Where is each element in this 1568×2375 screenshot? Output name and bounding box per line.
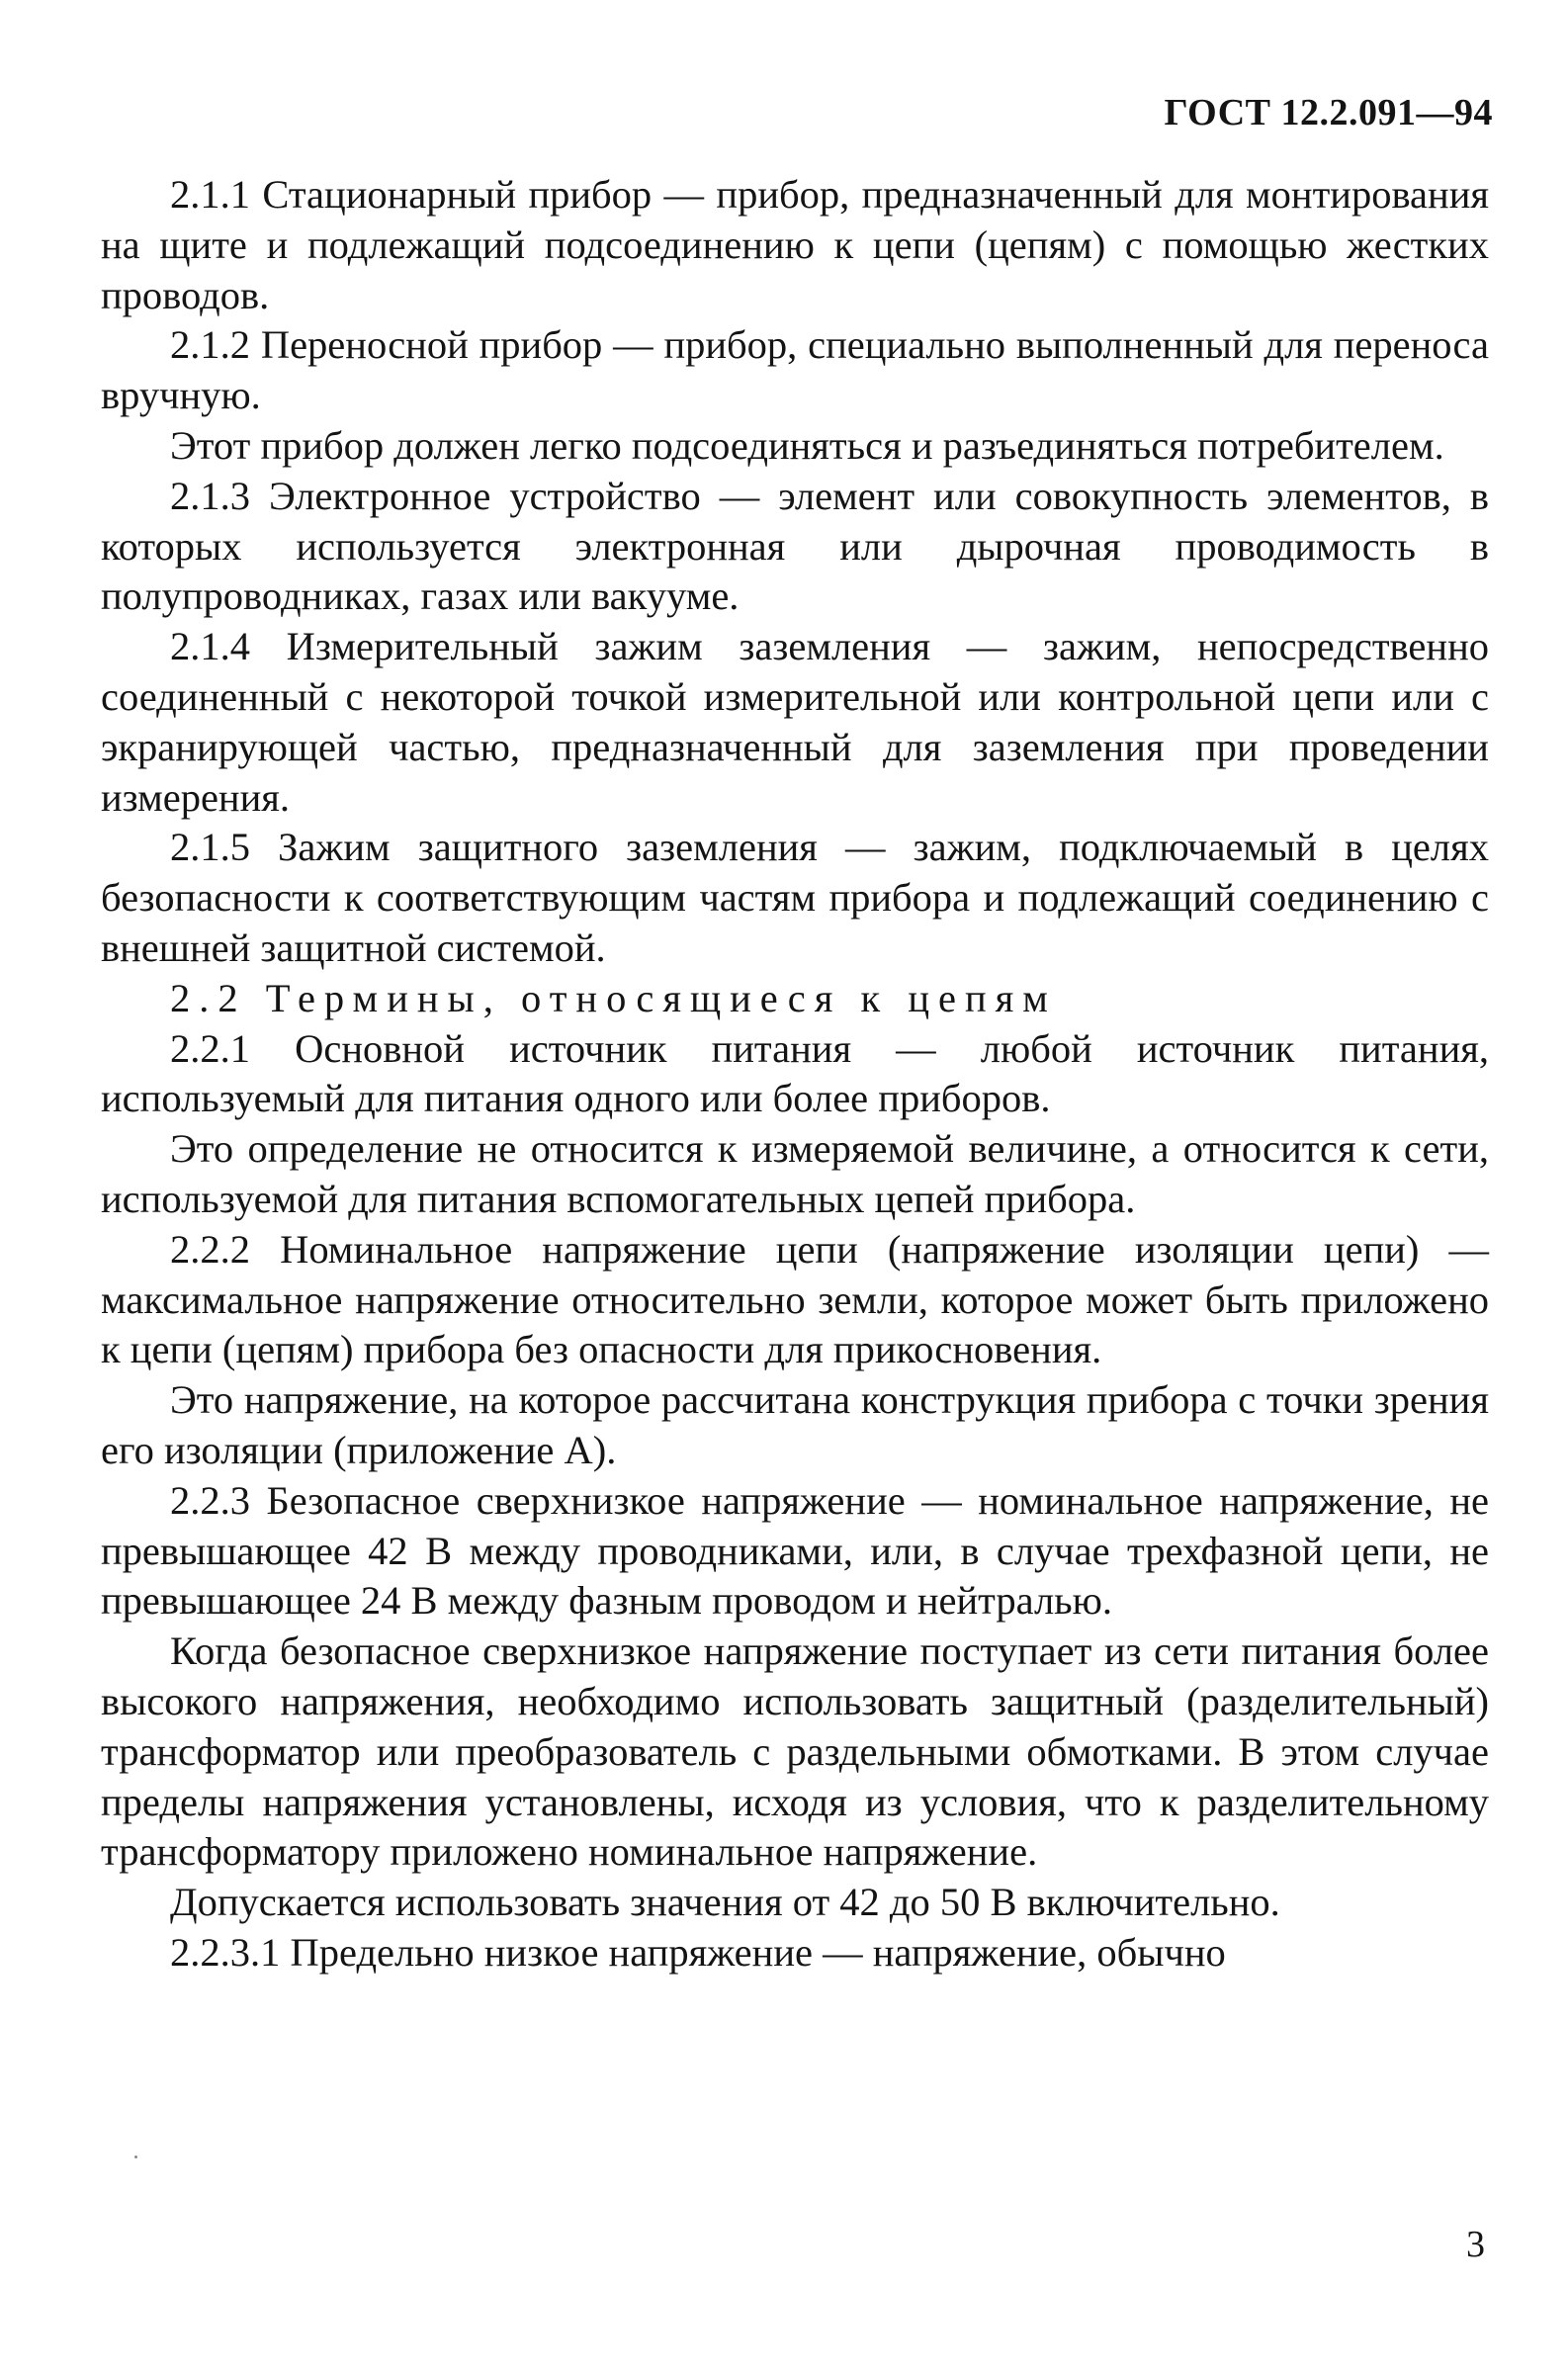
paragraph-2-1-3: 2.1.3 Электронное устройство — элемент или совокупность элементов, в которых используется электронная или дырочная проводимость в полупроводниках, газах или вакууме. (101, 473, 1489, 619)
paragraph-2-2-3-1: 2.2.3.1 Предельно низкое напряжение — напряжение, обычно (170, 1929, 1226, 1975)
paragraph-2-2-3-allowance: Допускается использовать значения от 42 до 50 В включительно. (170, 1880, 1280, 1925)
paragraph-2-1-2: 2.1.2 Переносной прибор — прибор, специально выполненный для переноса вручную. (101, 322, 1489, 418)
paragraph-2-1-4: 2.1.4 Измерительный зажим заземления — зажим, непосредственно соединенный с некоторой точкой измерительной или контрольной цепи или с экранирующей частью, предназначенный для заземления при проведении измерения. (101, 624, 1489, 820)
section-heading-2-2: 2.2 Термины, относящиеся к цепям (170, 975, 1057, 1020)
paragraph-2-2-2-note: Это напряжение, на которое рассчитана конструкция прибора с точки зрения его изоляции (приложение А). (101, 1377, 1489, 1472)
scan-speck (134, 2155, 137, 2158)
paragraph-2-2-1: 2.2.1 Основной источник питания — любой источник питания, используемый для питания одного или более приборов. (101, 1025, 1489, 1121)
page-header: ГОСТ 12.2.091—94 (1164, 92, 1493, 133)
page-number: 3 (1466, 2224, 1485, 2265)
paragraph-2-2-2: 2.2.2 Номинальное напряжение цепи (напряжение изоляции цепи) — максимальное напряжение относительно земли, которое может быть приложено к цепи (цепям) прибора без опасности для прикосновения. (101, 1226, 1489, 1372)
paragraph-2-1-5: 2.1.5 Зажим защитного заземления — зажим, подключаемый в целях безопасности к соответствующим частям прибора и подлежащий соединению с внешней защитной системой. (101, 825, 1489, 970)
paragraph-2-2-1-note: Это определение не относится к измеряемой величине, а относится к сети, используемой для питания вспомогательных цепей прибора. (101, 1126, 1489, 1221)
document-body (101, 170, 1489, 1979)
paragraph-2-1-1: 2.1.1 Стационарный прибор — прибор, предназначенный для монтирования на щите и подлежащий подсоединению к цепи (цепям) с помощью жестких проводов. (101, 172, 1489, 317)
paragraph-2-2-3: 2.2.3 Безопасное сверхнизкое напряжение — номинальное напряжение, не превышающее 42 В между проводниками, или, в случае трехфазной цепи, не превышающее 24 В между фазным проводом и нейтралью. (101, 1477, 1489, 1624)
paragraph-2-1-2-note: Этот прибор должен легко подсоединяться и разъединяться потребителем. (170, 422, 1444, 468)
paragraph-2-2-3-note: Когда безопасное сверхнизкое напряжение поступает из сети питания более высокого напряжения, необходимо использовать защитный (разделительный) трансформатор или преобразователь с раздельными обмотками. В этом случае пределы напряжения установлены, исходя из условия, что к разделительному трансформатору приложено номинальное напряжение. (101, 1628, 1489, 1875)
